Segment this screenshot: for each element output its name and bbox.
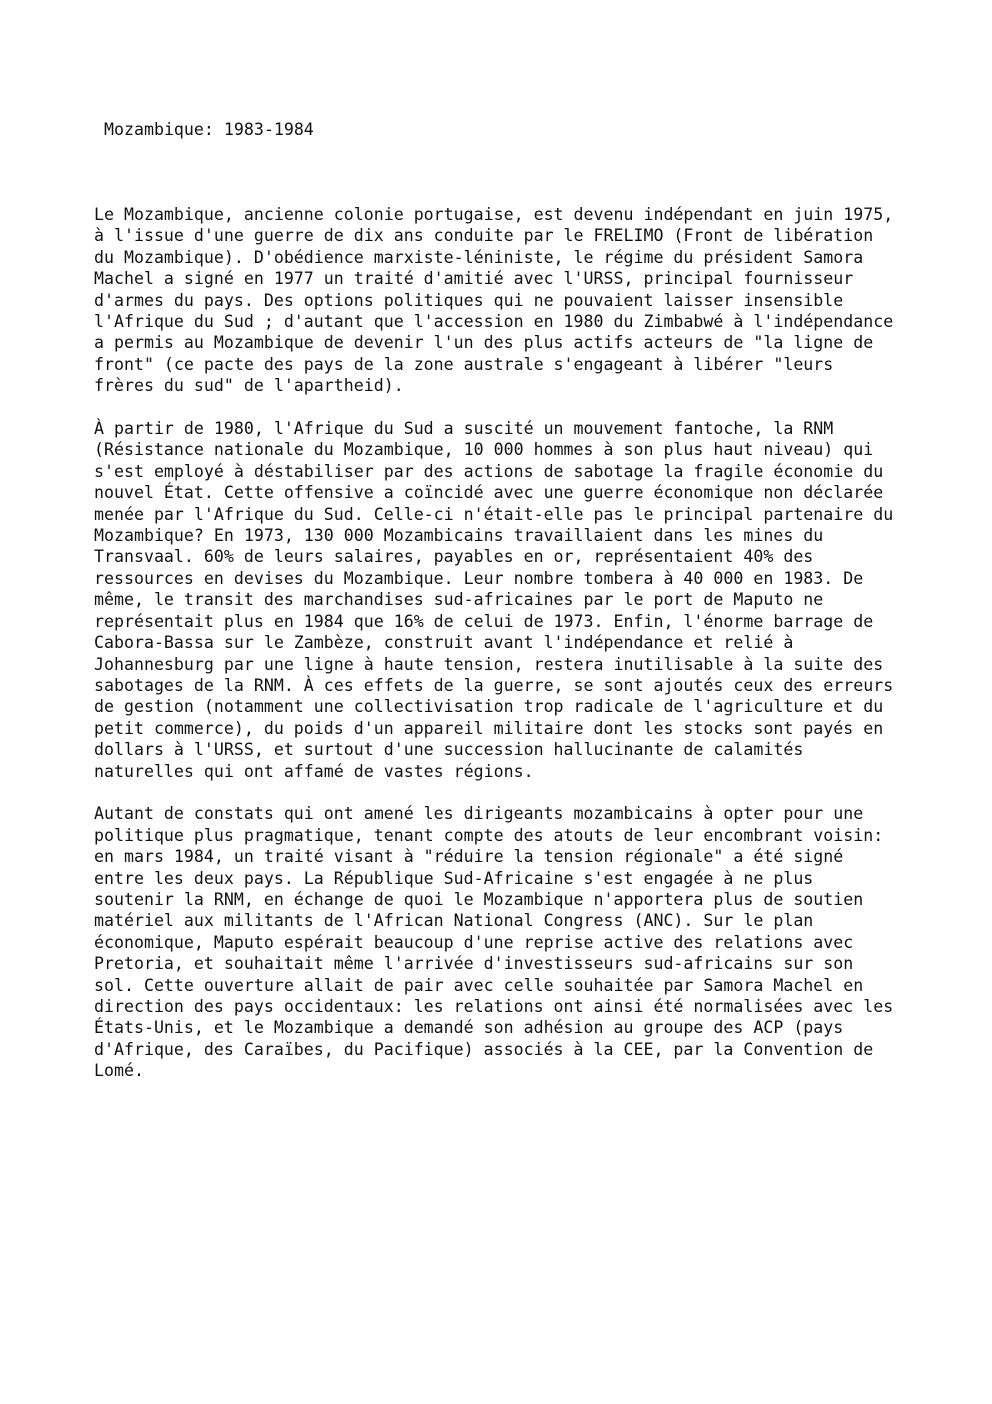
paragraph-nkomati-treaty: Autant de constats qui ont amené les dirigeants mozambicains à opter pour une politique plus pragmatique, tenant compte des atouts de leur encombrant voisin: en mars 1984, un traité visant à "réduire la tension régionale" a été signé entre les deux pays. La République Sud-Africaine s'est engagée à ne plus soutenir la RNM, en échange de quoi le Mozambique n'apportera plus de soutien matériel aux militants de l'African National Congress (ANC). Sur le plan économique, Maputo espérait beaucoup d'une reprise active des relations avec Pretoria, et souhaitait même l'arrivée d'investisseurs sud-africains sur son sol. Cette ouverture allait de pair avec celle souhaitée par Samora Machel en direction des pays occidentaux: les relations ont ainsi été normalisées avec les États-Unis, et le Mozambique a demandé son adhésion au groupe des ACP (pays d'Afrique, des Caraïbes, du Pacifique) associés à la CEE, par la Convention de Lomé. — [94, 804, 894, 1081]
paragraph-destabilization: À partir de 1980, l'Afrique du Sud a suscité un mouvement fantoche, la RNM (Résistance nationale du Mozambique, 10 000 hommes à son plus haut niveau) qui s'est employé à déstabiliser par des actions de sabotage la fragile économie du nouvel État. Cette offensive a coïncidé avec une guerre économique non déclarée menée par l'Afrique du Sud. Celle-ci n'était-elle pas le principal partenaire du Mozambique? En 1973, 130 000 Mozambicains travaillaient dans les mines du Transvaal. 60% de leurs salaires, payables en or, représentaient 40% des ressources en devises du Mozambique. Leur nombre tombera à 40 000 en 1983. De même, le transit des marchandises sud-africaines par le port de Maputo ne représentait plus en 1984 que 16% de celui de 1973. Enfin, l'énorme barrage de Cabora-Bassa sur le Zambèze, construit avant l'indépendance et relié à Johannesburg par une ligne à haute tension, restera inutilisable à la suite des sabotages de la RNM. À ces effets de la guerre, se sont ajoutés ceux des erreurs de gestion (notamment une collectivisation trop radicale de l'agriculture et du petit commerce), du poids d'un appareil militaire dont les stocks sont payés en dollars à l'URSS, et surtout d'une succession hallucinante de calamités naturelles qui ont affamé de vastes régions. — [94, 419, 894, 781]
document-body — [94, 204, 914, 1103]
paragraph-independence: Le Mozambique, ancienne colonie portugaise, est devenu indépendant en juin 1975, à l'issue d'une guerre de dix ans conduite par le FRELIMO (Front de libération du Mozambique). D'obédience marxiste-léniniste, le régime du président Samora Machel a signé en 1977 un traité d'amitié avec l'URSS, principal fournisseur d'armes du pays. Des options politiques qui ne pouvaient laisser insensible l'Afrique du Sud ; d'autant que l'accession en 1980 du Zimbabwé à l'indépendance a permis au Mozambique de devenir l'un des plus actifs acteurs de "la ligne de front" (ce pacte des pays de la zone australe s'engageant à libérer "leurs frères du sud" de l'apartheid). — [94, 205, 894, 396]
document-title: Mozambique: 1983-1984 — [104, 120, 314, 139]
